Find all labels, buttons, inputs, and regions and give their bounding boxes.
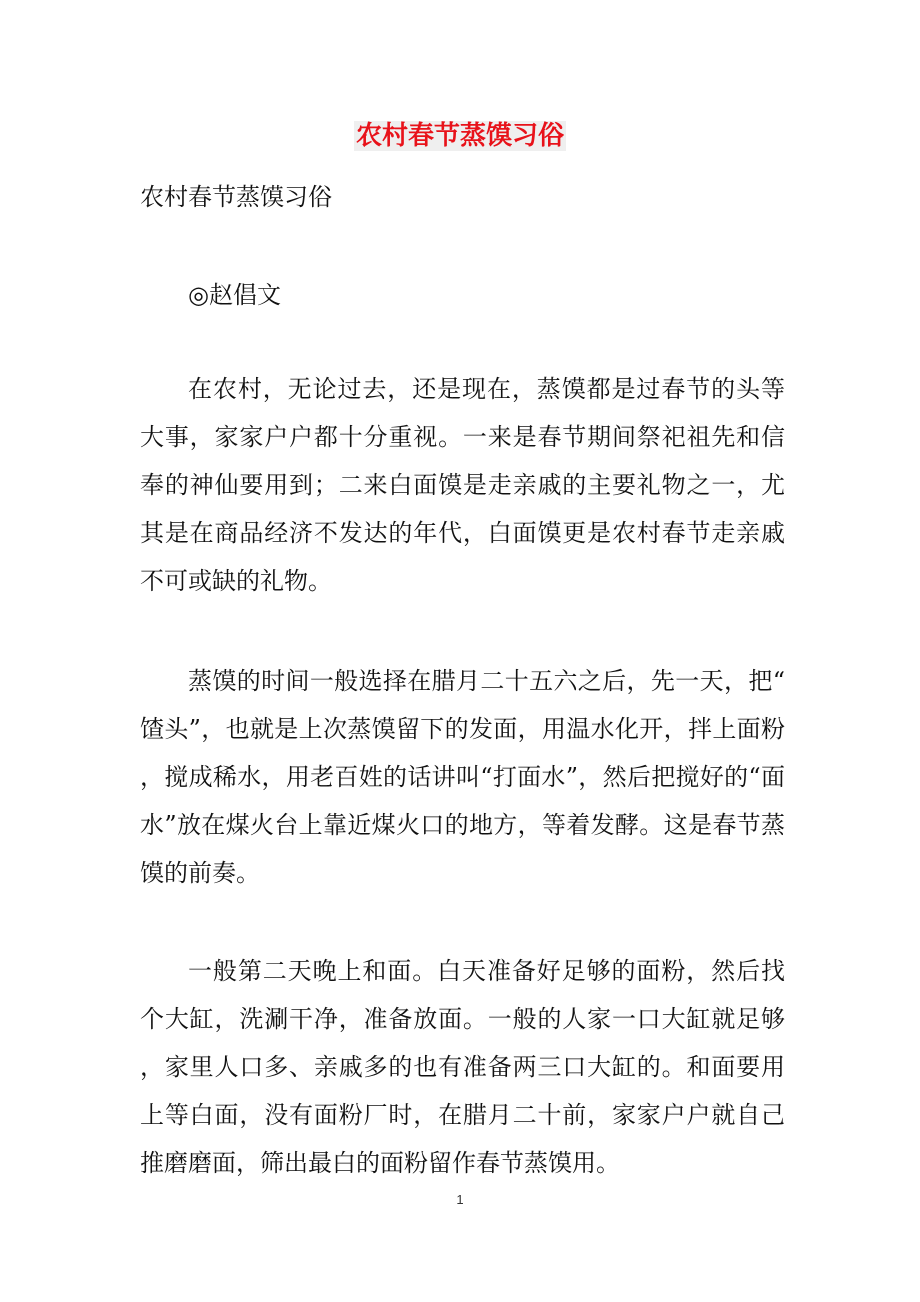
document-title — [0, 116, 920, 156]
paragraph-1: 在农村，无论过去，还是现在，蒸馍都是过春节的头等大事，家家户户都十分重视。一来是春节期间祭祀祖先和信奉的神仙要用到；二来白面馍是走亲戚的主要礼物之一，尤其是在商品经济不发达的年代，白面馍更是农村春节走亲戚不可或缺的礼物。 — [140, 375, 785, 595]
paragraph-3: 一般第二天晚上和面。白天准备好足够的面粉，然后找个大缸，洗涮干净，准备放面。一般的人家一口大缸就足够，家里人口多、亲戚多的也有准备两三口大缸的。和面要用上等白面，没有面粉厂时，在腊月二十前，家家户户就自己推磨磨面，筛出最白的面粉留作春节蒸馍用。 — [140, 957, 785, 1177]
author-line: ◎赵倡文 — [188, 281, 281, 309]
document-subtitle: 农村春节蒸馍习俗 — [140, 183, 332, 211]
page-number: 1 — [456, 1192, 464, 1207]
document-title-text: 农村春节蒸馍习俗 — [355, 121, 564, 151]
paragraph-2: 蒸馍的时间一般选择在腊月二十五六之后，先一天，把“馇头”，也就是上次蒸馍留下的发面，用温水化开，拌上面粉，搅成稀水，用老百姓的话讲叫“打面水”，然后把搅好的“面水”放在煤火台上靠近煤火口的地方，等着发酵。这是春节蒸馍的前奏。 — [140, 667, 785, 887]
